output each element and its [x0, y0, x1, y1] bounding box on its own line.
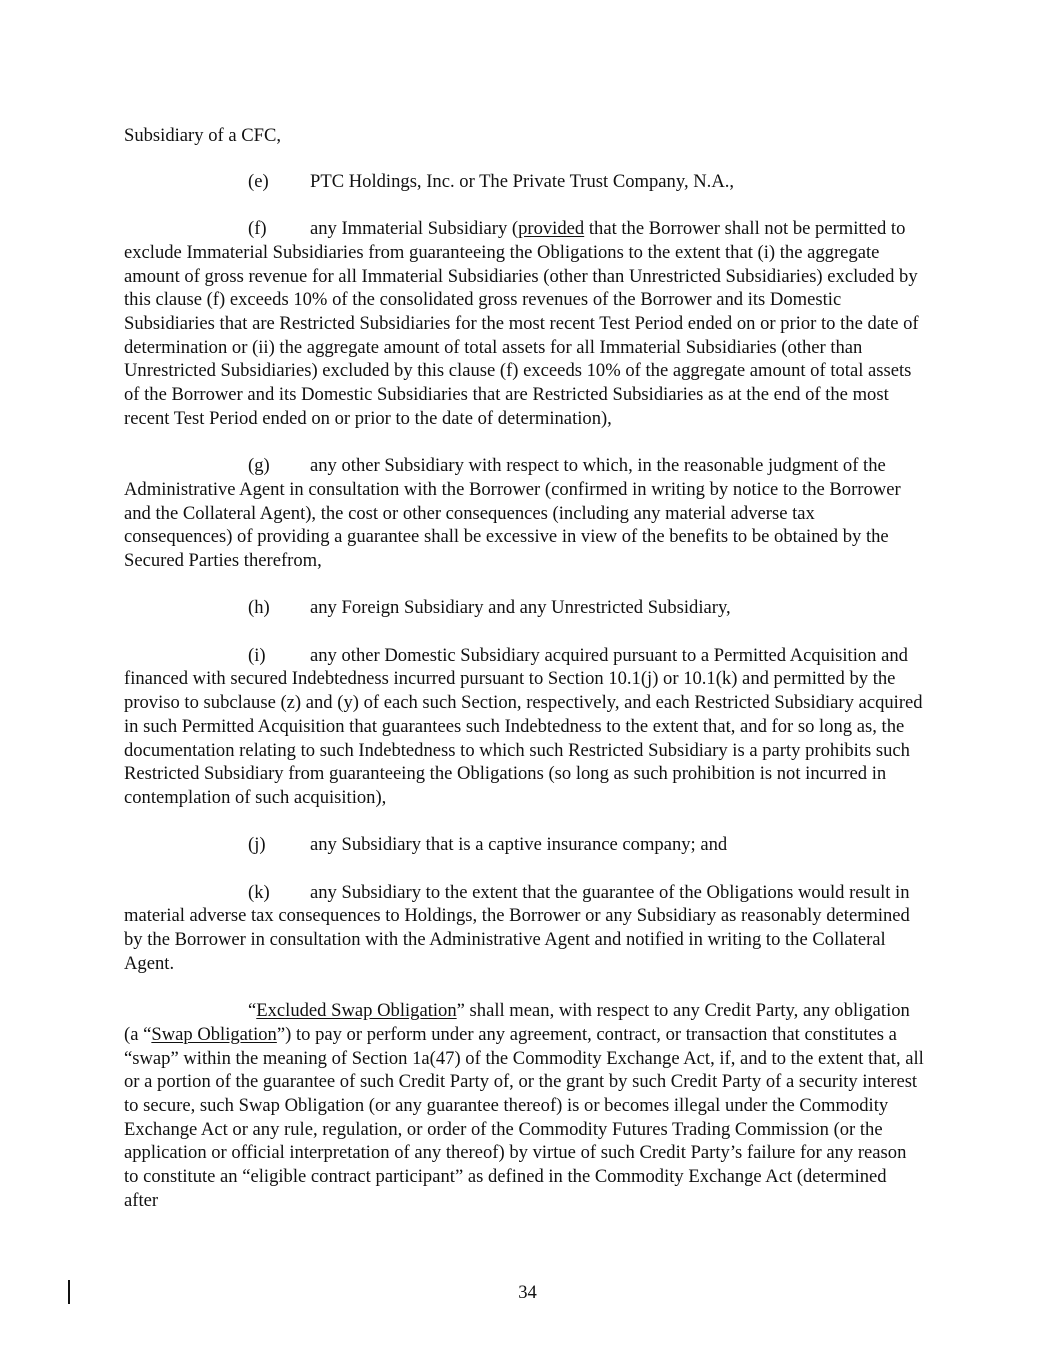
defined-term-excluded-swap-obligation: Excluded Swap Obligation: [256, 1000, 457, 1022]
clause-e-label: (e): [248, 170, 269, 192]
document-page: [124, 124, 924, 1236]
clause-e-text: PTC Holdings, Inc. or The Private Trust Company, N.A.,: [310, 170, 735, 192]
clause-g: [124, 454, 924, 573]
clause-k-text: any Subsidiary to the extent that the guarantee of the Obligations would result in material adverse tax consequences to Holdings, the Borrower or any Subsidiary as reasonably determined by the Borrower in consultation with the Administrative Agent and notified in writing to the Collateral Agent.: [124, 881, 910, 974]
clause-g-label: (g): [248, 455, 270, 477]
clause-h-label: (h): [248, 597, 270, 619]
defined-term-swap-obligation: Swap Obligation: [151, 1023, 277, 1045]
clause-i: [124, 644, 924, 810]
definition-after-term: ” shall mean, with respect to any Credit Party, any obligation (a “: [124, 1000, 910, 1045]
clause-j: [124, 833, 924, 857]
definition-excluded-swap-obligation: [124, 999, 924, 1212]
clause-i-label: (i): [248, 644, 266, 666]
clause-g-text: any other Subsidiary with respect to which, in the reasonable judgment of the Administrative Agent in consultation with the Borrower (confirmed in writing by notice to the Borrower and the Collateral Agent), the cost or other consequences (including any material adverse tax consequences) of providing a guarantee shall be excessive in view of the benefits to be obtained by the Secured Parties therefrom,: [124, 455, 901, 571]
clause-k: [124, 881, 924, 976]
definition-rest: ”) to pay or perform under any agreement, contract, or transaction that constitutes a “swap” within the meaning of Section 1a(47) of the Commodity Exchange Act, if, and to the extent that, all or a portion of the guarantee of such Credit Party of, or the grant by such Credit Party of a security interest to secure, such Swap Obligation (or any guarantee thereof) is or becomes illegal under the Commodity Exchange Act or any rule, regulation, or order of the Commodity Futures Trading Commission (or the application or official interpretation of any thereof) by virtue of such Credit Party’s failure for any reason to constitute an “eligible contract participant” as defined in the Commodity Exchange Act (determined after: [124, 1023, 924, 1211]
definition-open-quote: “: [248, 1000, 257, 1022]
clause-j-text: any Subsidiary that is a captive insurance company; and: [310, 834, 728, 856]
clause-j-label: (j): [248, 834, 266, 856]
clause-h: [124, 596, 924, 620]
clause-e: [124, 170, 924, 194]
clause-f-text-pre: any Immaterial Subsidiary (: [310, 218, 519, 240]
clause-f-label: (f): [248, 218, 267, 240]
clause-f: [124, 217, 924, 430]
clause-f-text-post: that the Borrower shall not be permitted to exclude Immaterial Subsidiaries from guaranteeing the Obligations to the extent that (i) the aggregate amount of gross revenue for all Immaterial Subsidiaries (other than Unrestricted Subsidiaries) excluded by this clause (f) exceeds 10% of the consolidated gross revenues of the Borrower and its Domestic Subsidiaries that are Restricted Subsidiaries for the most recent Test Period ended on or prior to the date of determination or (ii) the aggregate amount of total assets for all Immaterial Subsidiaries (other than Unrestricted Subsidiaries) excluded by this clause (f) exceeds 10% of the aggregate amount of total assets of the Borrower and its Domestic Subsidiaries that are Restricted Subsidiaries as at the end of the most recent Test Period ended on or prior to the date of determination),: [124, 218, 919, 429]
provided-term: provided: [518, 218, 585, 240]
clause-k-label: (k): [248, 881, 270, 903]
intro-line: Subsidiary of a CFC,: [124, 125, 282, 146]
clause-h-text: any Foreign Subsidiary and any Unrestricted Subsidiary,: [310, 597, 731, 619]
page-number: 34: [518, 1282, 537, 1303]
clause-i-text: any other Domestic Subsidiary acquired pursuant to a Permitted Acquisition and financed with secured Indebtedness incurred pursuant to Section 10.1(j) or 10.1(k) and permitted by the proviso to subclause (z) and (y) of each such Section, respectively, and each Restricted Subsidiary acquired in such Permitted Acquisition that guarantees such Indebtedness to the extent that, and for so long as, the documentation relating to such Indebtedness to which such Restricted Subsidiary is a party prohibits such Restricted Subsidiary from guaranteeing the Obligations (so long as such prohibition is not incurred in contemplation of such acquisition),: [124, 644, 923, 808]
